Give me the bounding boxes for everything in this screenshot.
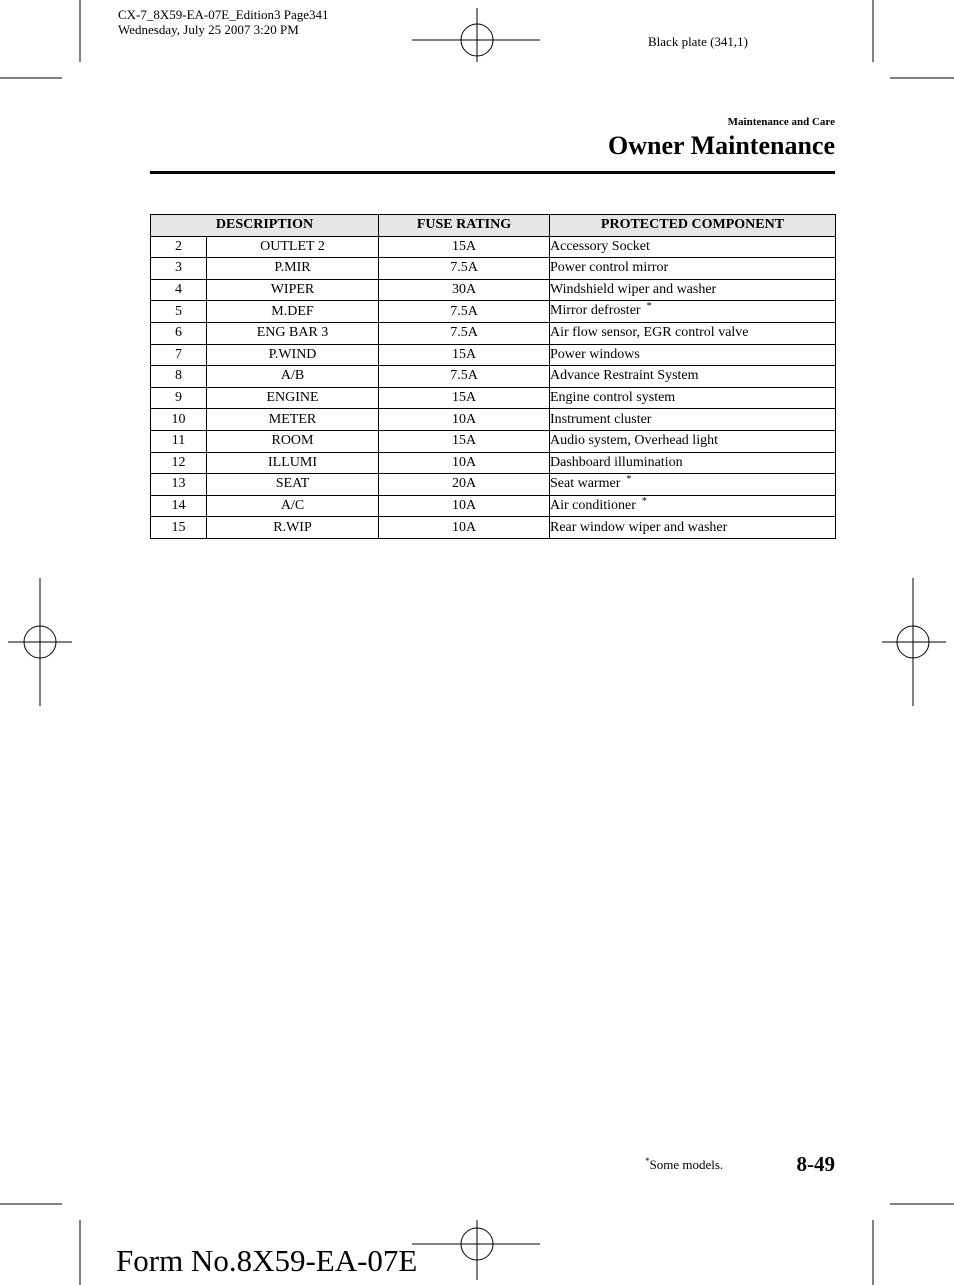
footnote xyxy=(645,1157,723,1173)
table-row xyxy=(151,344,836,366)
fuse-rating-cell: 7.5A xyxy=(379,258,550,280)
protected-component-text: Engine control system xyxy=(550,390,676,406)
table-row xyxy=(151,474,836,496)
protected-component-cell xyxy=(550,236,836,258)
fuse-name-cell: A/B xyxy=(207,366,379,388)
protected-component-text: Instrument cluster xyxy=(550,411,652,427)
fuse-number-cell: 5 xyxy=(151,301,207,323)
table-row xyxy=(151,495,836,517)
fuse-number-cell: 14 xyxy=(151,495,207,517)
form-number: Form No.8X59-EA-07E xyxy=(116,1243,418,1278)
fuse-number-cell: 9 xyxy=(151,387,207,409)
fuse-number-cell: 3 xyxy=(151,258,207,280)
fuse-table-header-row xyxy=(151,215,836,237)
registration-mark-right xyxy=(882,578,946,706)
fuse-rating-cell: 10A xyxy=(379,452,550,474)
protected-component-cell xyxy=(550,409,836,431)
protected-component-text: Audio system, Overhead light xyxy=(550,433,718,449)
some-models-asterisk: * xyxy=(626,473,632,485)
protected-component-cell xyxy=(550,258,836,280)
title-rule xyxy=(150,171,835,174)
header-fuse-rating: FUSE RATING xyxy=(379,215,550,237)
page-title: Owner Maintenance xyxy=(608,131,835,160)
fuse-number-cell: 10 xyxy=(151,409,207,431)
fuse-number-cell: 11 xyxy=(151,430,207,452)
fuse-rating-cell: 7.5A xyxy=(379,301,550,323)
fuse-name-cell: METER xyxy=(207,409,379,431)
print-slug-date: Wednesday, July 25 2007 3:20 PM xyxy=(118,22,299,37)
fuse-number-cell: 13 xyxy=(151,474,207,496)
table-row xyxy=(151,236,836,258)
section-heading: Maintenance and Care xyxy=(727,116,835,128)
fuse-name-cell: ENGINE xyxy=(207,387,379,409)
protected-component-text: Accessory Socket xyxy=(550,238,650,254)
fuse-name-cell: R.WIP xyxy=(207,517,379,539)
fuse-table xyxy=(150,214,836,539)
fuse-name-cell: ENG BAR 3 xyxy=(207,322,379,344)
table-row xyxy=(151,409,836,431)
protected-component-cell xyxy=(550,495,836,517)
fuse-name-cell: ROOM xyxy=(207,430,379,452)
fuse-number-cell: 4 xyxy=(151,279,207,301)
fuse-rating-cell: 15A xyxy=(379,430,550,452)
table-row xyxy=(151,366,836,388)
fuse-name-cell: P.WIND xyxy=(207,344,379,366)
protected-component-text: Mirror defroster xyxy=(550,303,641,319)
table-row xyxy=(151,430,836,452)
header-protected-component: PROTECTED COMPONENT xyxy=(550,215,836,237)
page-number: 8-49 xyxy=(796,1152,835,1176)
protected-component-cell xyxy=(550,430,836,452)
fuse-number-cell: 6 xyxy=(151,322,207,344)
fuse-name-cell: SEAT xyxy=(207,474,379,496)
protected-component-text: Air conditioner xyxy=(550,497,636,513)
protected-component-cell xyxy=(550,452,836,474)
registration-mark-bottom xyxy=(412,1220,540,1280)
some-models-asterisk: * xyxy=(646,301,652,313)
fuse-table-body xyxy=(151,236,836,538)
fuse-rating-cell: 7.5A xyxy=(379,366,550,388)
protected-component-cell xyxy=(550,301,836,323)
table-row xyxy=(151,279,836,301)
protected-component-cell xyxy=(550,387,836,409)
fuse-number-cell: 8 xyxy=(151,366,207,388)
fuse-rating-cell: 20A xyxy=(379,474,550,496)
protected-component-cell xyxy=(550,344,836,366)
fuse-rating-cell: 15A xyxy=(379,387,550,409)
fuse-number-cell: 15 xyxy=(151,517,207,539)
fuse-number-cell: 7 xyxy=(151,344,207,366)
protected-component-text: Air flow sensor, EGR control valve xyxy=(550,325,749,341)
fuse-name-cell: P.MIR xyxy=(207,258,379,280)
plate-label: Black plate (341,1) xyxy=(648,34,748,49)
protected-component-cell xyxy=(550,366,836,388)
protected-component-text: Rear window wiper and washer xyxy=(550,519,728,535)
protected-component-text: Power control mirror xyxy=(550,260,669,276)
table-row xyxy=(151,258,836,280)
fuse-rating-cell: 10A xyxy=(379,409,550,431)
table-row xyxy=(151,301,836,323)
fuse-rating-cell: 15A xyxy=(379,344,550,366)
fuse-name-cell: ILLUMI xyxy=(207,452,379,474)
fuse-rating-cell: 15A xyxy=(379,236,550,258)
protected-component-cell xyxy=(550,474,836,496)
footnote-text: Some models. xyxy=(649,1157,724,1172)
fuse-rating-cell: 7.5A xyxy=(379,322,550,344)
registration-mark-top xyxy=(412,8,540,62)
fuse-rating-cell: 10A xyxy=(379,495,550,517)
table-row xyxy=(151,517,836,539)
fuse-rating-cell: 10A xyxy=(379,517,550,539)
table-row xyxy=(151,387,836,409)
header-description: DESCRIPTION xyxy=(151,215,379,237)
protected-component-text: Dashboard illumination xyxy=(550,454,683,470)
fuse-name-cell: A/C xyxy=(207,495,379,517)
protected-component-cell xyxy=(550,517,836,539)
print-slug xyxy=(118,7,329,37)
some-models-asterisk: * xyxy=(641,495,647,507)
protected-component-text: Seat warmer xyxy=(550,475,621,491)
protected-component-text: Power windows xyxy=(550,346,640,362)
table-row xyxy=(151,322,836,344)
protected-component-text: Windshield wiper and washer xyxy=(550,282,717,298)
fuse-name-cell: WIPER xyxy=(207,279,379,301)
fuse-name-cell: M.DEF xyxy=(207,301,379,323)
print-slug-file: CX-7_8X59-EA-07E_Edition3 Page341 xyxy=(118,7,329,22)
registration-mark-left xyxy=(8,578,72,706)
protected-component-cell xyxy=(550,322,836,344)
protected-component-cell xyxy=(550,279,836,301)
fuse-number-cell: 2 xyxy=(151,236,207,258)
fuse-number-cell: 12 xyxy=(151,452,207,474)
protected-component-text: Advance Restraint System xyxy=(550,368,699,384)
fuse-name-cell: OUTLET 2 xyxy=(207,236,379,258)
footnote-asterisk: * xyxy=(645,1156,650,1166)
table-row xyxy=(151,452,836,474)
fuse-rating-cell: 30A xyxy=(379,279,550,301)
